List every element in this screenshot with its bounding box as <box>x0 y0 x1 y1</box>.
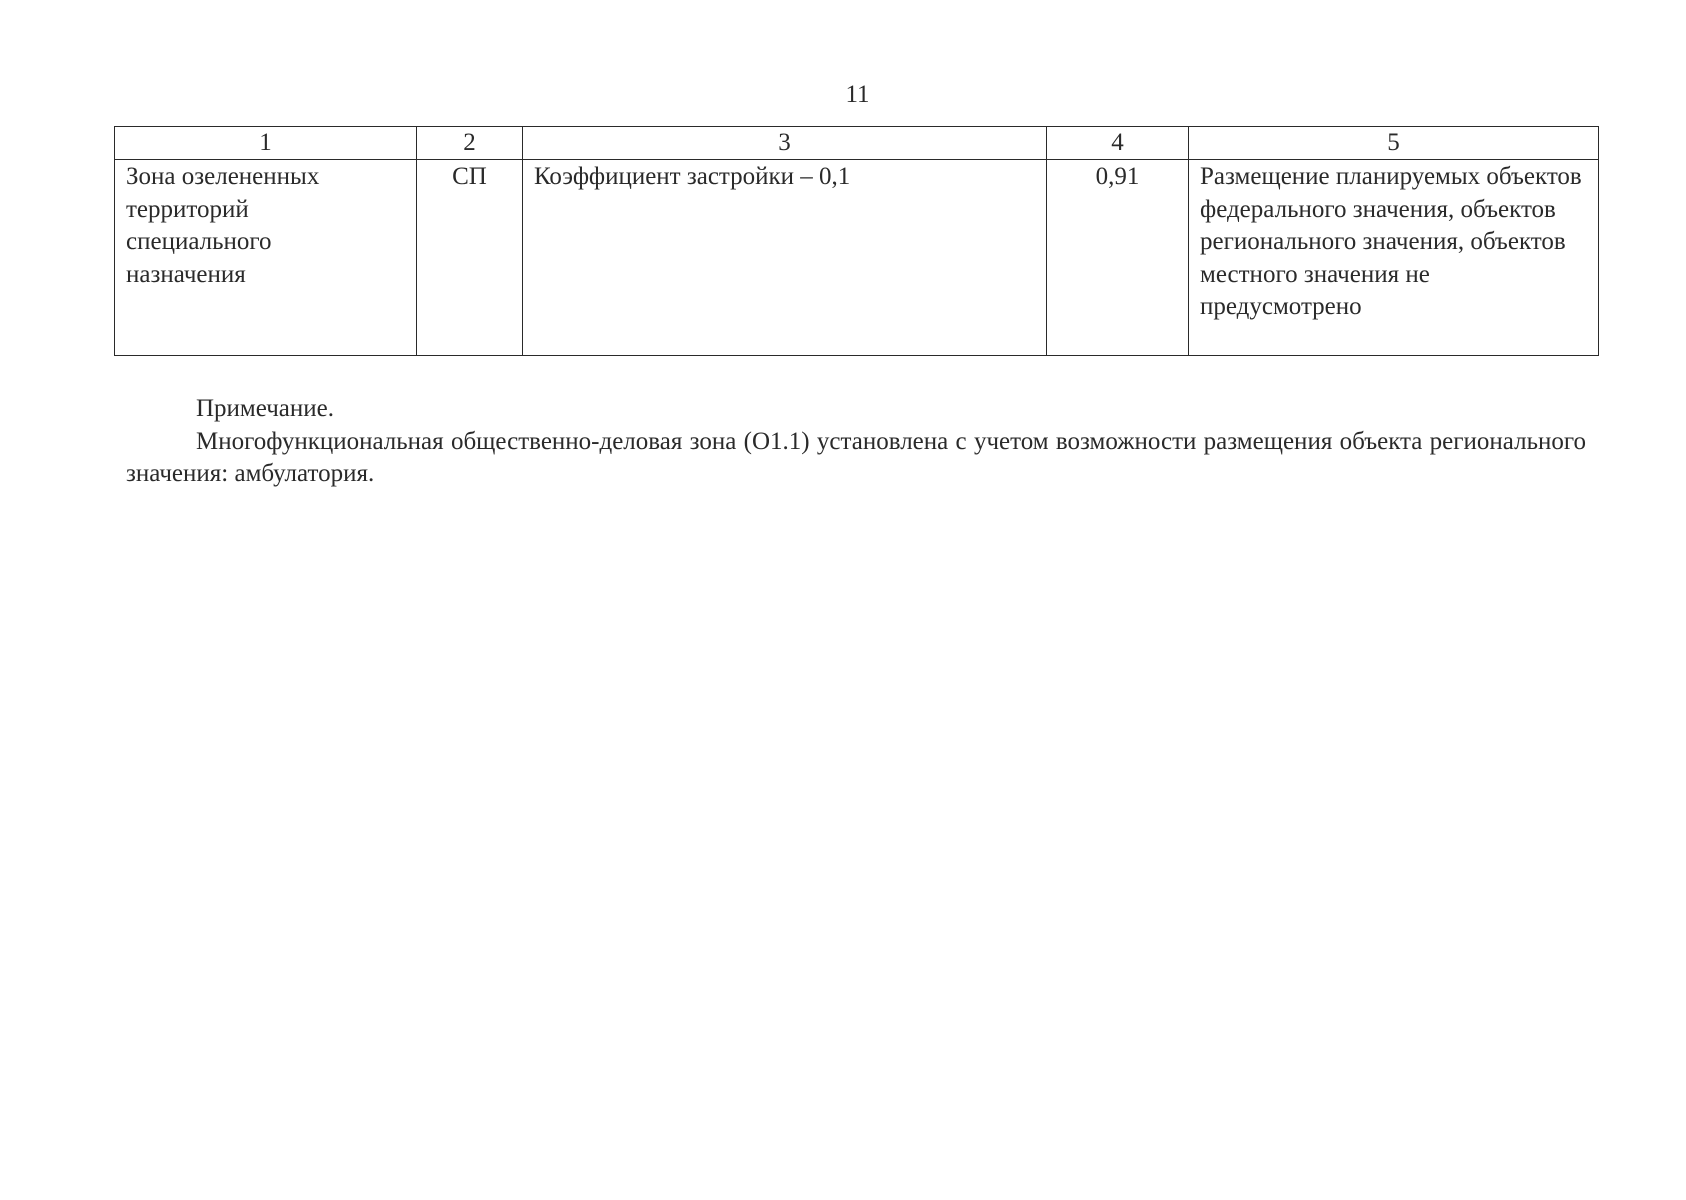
column-header-2: 2 <box>417 127 523 160</box>
zones-table <box>114 126 1599 356</box>
objects-cell: Размещение планируемых объектов федерального значения, объектов регионального значения, объектов местного значения не предусмотрено <box>1189 160 1599 356</box>
column-header-5: 5 <box>1189 127 1599 160</box>
table-row <box>115 160 1599 356</box>
zone-code-cell: СП <box>417 160 523 356</box>
column-header-3: 3 <box>523 127 1047 160</box>
page-number: 11 <box>845 81 870 108</box>
table-header-row <box>115 127 1599 160</box>
note-section <box>126 393 1586 491</box>
value-cell: 0,91 <box>1047 160 1189 356</box>
parameters-cell: Коэффициент застройки – 0,1 <box>523 160 1047 356</box>
column-header-1: 1 <box>115 127 417 160</box>
zone-name-cell: Зона озелененных территорий специального назначения <box>115 160 417 356</box>
column-header-4: 4 <box>1047 127 1189 160</box>
note-title: Примечание. <box>196 395 335 422</box>
note-text: Многофункциональная общественно-деловая зона (О1.1) установлена с учетом возможности размещения объекта регионального значения: амбулатория. <box>126 427 1586 487</box>
